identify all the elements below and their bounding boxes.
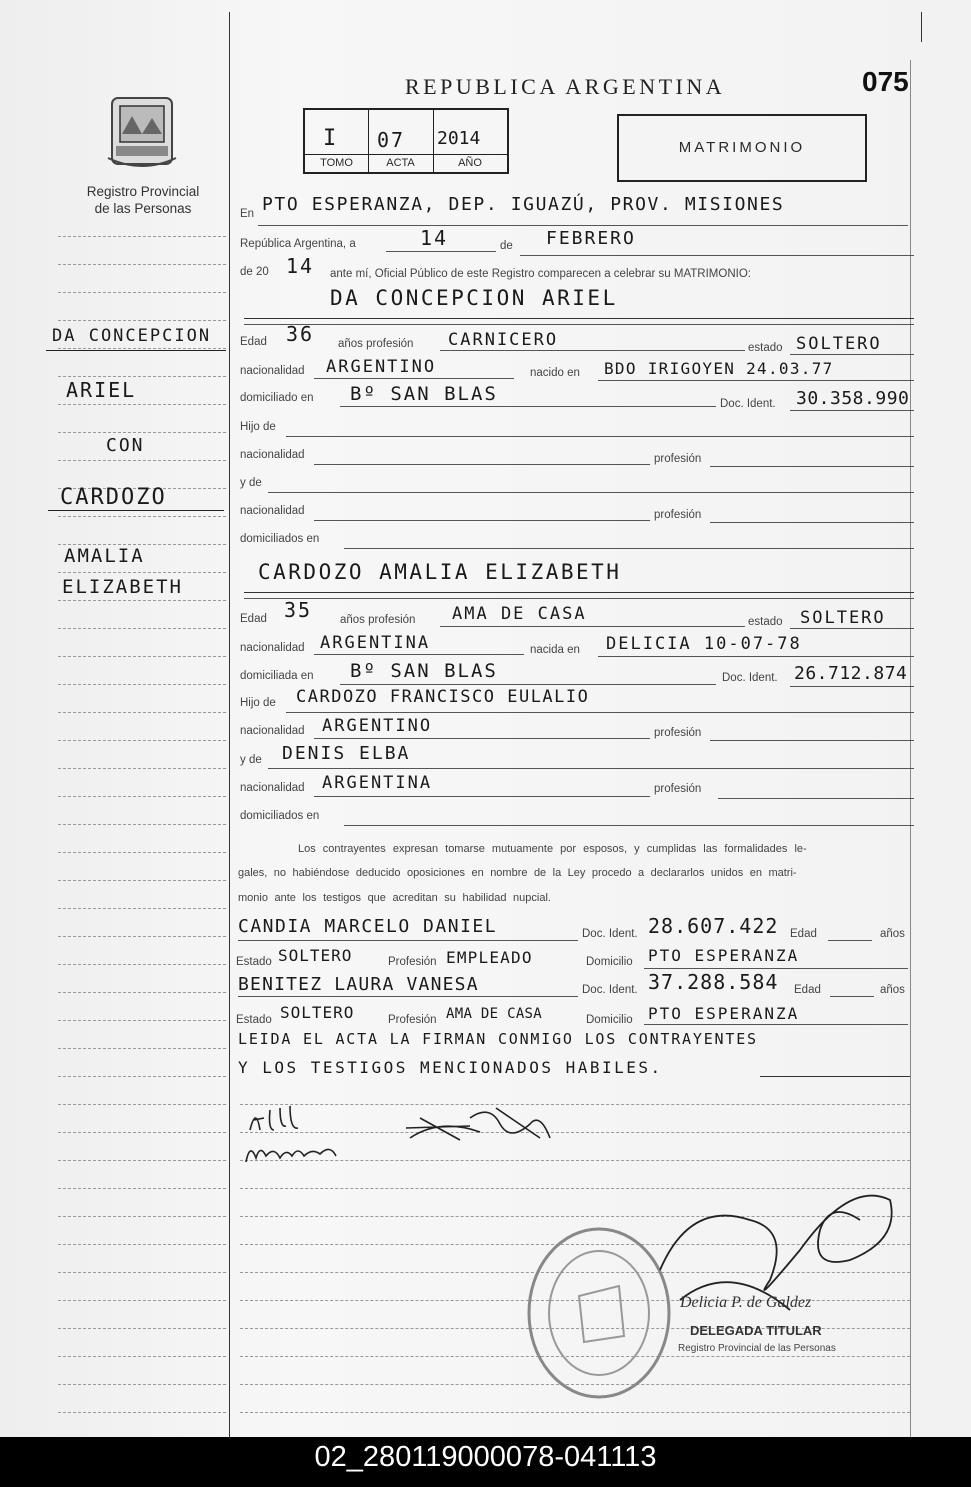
margin-ruled-line bbox=[58, 1216, 226, 1217]
label-prof-w1: Profesión bbox=[388, 956, 437, 968]
anio-value: 2014 bbox=[437, 128, 481, 149]
label-nac-2b: nacionalidad bbox=[240, 725, 305, 737]
page-number: 075 bbox=[862, 66, 909, 97]
body-line-3: monio ante los testigos que acreditan su habilidad nupcial. bbox=[238, 892, 551, 904]
year-value: 14 bbox=[286, 254, 315, 278]
margin-ruled-line bbox=[58, 936, 226, 937]
label-dom-w1: Domicilio bbox=[586, 956, 633, 968]
label-anos-prof-2: años profesión bbox=[340, 614, 416, 626]
witness2-profession: AMA DE CASA bbox=[446, 1006, 543, 1022]
label-edad-w1: Edad bbox=[790, 928, 817, 940]
rule-w1-age bbox=[828, 940, 872, 941]
label-de: de bbox=[500, 240, 513, 252]
province-seal bbox=[106, 94, 178, 172]
witness1-address: PTO ESPERANZA bbox=[648, 946, 800, 965]
label-nac-1c: nacionalidad bbox=[240, 505, 305, 517]
file-id: 02_280119000078-041113 bbox=[314, 1441, 657, 1473]
label-prof-2c: profesión bbox=[654, 783, 702, 795]
margin-underline-1 bbox=[46, 350, 226, 351]
groom-status: SOLTERO bbox=[796, 334, 882, 354]
label-nac-1b: nacionalidad bbox=[240, 449, 305, 461]
rule-w1-addr bbox=[644, 968, 908, 969]
margin-ruled-line bbox=[58, 516, 226, 517]
margin-ruled-line bbox=[58, 712, 226, 713]
label-prof-w2: Profesión bbox=[388, 1014, 437, 1026]
margin-ruled-line bbox=[58, 432, 226, 433]
label-nac-2: nacionalidad bbox=[240, 642, 305, 654]
acta-label: ACTA bbox=[386, 157, 415, 169]
label-dom-1: domiciliado en bbox=[240, 392, 314, 404]
anio-label: AÑO bbox=[458, 157, 482, 169]
witness1-name: CANDIA MARCELO DANIEL bbox=[238, 916, 498, 937]
closing-line-1: LEIDA EL ACTA LA FIRMAN CONMIGO LOS CONTRAYENTES bbox=[238, 1030, 758, 1048]
rule-bride-father-nat bbox=[314, 738, 650, 739]
margin-name-2: ARIEL bbox=[66, 378, 137, 402]
margin-ruled-line bbox=[58, 992, 226, 993]
label-domiciliados-2: domiciliados en bbox=[240, 810, 320, 822]
witness1-profession: EMPLEADO bbox=[446, 948, 533, 967]
rule-month bbox=[520, 255, 914, 256]
bride-address: Bº SAN BLAS bbox=[350, 660, 498, 682]
margin-ruled-line bbox=[58, 376, 226, 377]
margin-ruled-line bbox=[58, 1188, 226, 1189]
label-doc-2: Doc. Ident. bbox=[722, 672, 778, 684]
margin-ruled-line bbox=[58, 348, 226, 349]
groom-age: 36 bbox=[286, 322, 315, 346]
witness1-doc: 28.607.422 bbox=[648, 914, 779, 938]
bride-father-nationality: ARGENTINO bbox=[322, 716, 433, 736]
margin-ruled-line bbox=[58, 1356, 226, 1357]
rule-groom-father bbox=[286, 436, 914, 437]
left-margin-rule bbox=[229, 12, 230, 1437]
margin-ruled-line bbox=[58, 292, 226, 293]
margin-ruled-line bbox=[58, 1160, 226, 1161]
margin-ruled-line bbox=[58, 852, 226, 853]
registry-office-line2: de las Personas bbox=[94, 201, 192, 216]
margin-ruled-line bbox=[58, 628, 226, 629]
groom-address: Bº SAN BLAS bbox=[350, 383, 498, 405]
margin-ruled-line bbox=[58, 768, 226, 769]
margin-ruled-line bbox=[58, 684, 226, 685]
label-anos-w1: años bbox=[880, 928, 905, 940]
rule-groom-birth bbox=[598, 380, 914, 381]
label-dom-w2: Domicilio bbox=[586, 1014, 633, 1026]
rule-groom-father-prof bbox=[710, 466, 914, 467]
rule-groom-prof bbox=[440, 350, 745, 351]
margin-ruled-line bbox=[58, 460, 226, 461]
margin-ruled-line bbox=[58, 1104, 226, 1105]
month-value: FEBRERO bbox=[546, 228, 636, 249]
rule-bride-status bbox=[790, 628, 914, 629]
rule-bride-name bbox=[244, 592, 914, 593]
margin-ruled-line bbox=[58, 656, 226, 657]
groom-name: DA CONCEPCION ARIEL bbox=[330, 286, 618, 310]
label-domiciliados-1: domiciliados en bbox=[240, 533, 320, 545]
rule-groom-addr bbox=[340, 406, 716, 407]
margin-ruled-line bbox=[58, 1020, 226, 1021]
margin-ruled-line bbox=[58, 824, 226, 825]
label-de20: de 20 bbox=[240, 266, 269, 278]
margin-ruled-line bbox=[58, 1300, 226, 1301]
place-value: PTO ESPERANZA, DEP. IGUAZÚ, PROV. MISIONES bbox=[262, 194, 785, 215]
margin-ruled-line bbox=[58, 1412, 226, 1413]
bride-birth: DELICIA 10-07-78 bbox=[606, 634, 802, 654]
groom-profession: CARNICERO bbox=[448, 330, 559, 350]
margin-underline-2 bbox=[48, 510, 224, 511]
body-line-2: gales, no habiéndose deducido oposiciones en nombre de la Ley procedo a declararlos unidos en matri- bbox=[238, 867, 797, 879]
rule-w2-age bbox=[830, 996, 874, 997]
label-edad-w2: Edad bbox=[794, 984, 821, 996]
rule-groom-name-2 bbox=[244, 324, 914, 325]
rule-closing bbox=[760, 1076, 910, 1077]
act-type: MATRIMONIO bbox=[678, 139, 806, 156]
bride-doc: 26.712.874 bbox=[794, 663, 908, 684]
label-edad-1: Edad bbox=[240, 336, 267, 348]
rule-groom-mother-prof bbox=[710, 522, 914, 523]
rule-bride-nat bbox=[314, 654, 524, 655]
margin-ruled-line bbox=[58, 1244, 226, 1245]
label-doc-w2: Doc. Ident. bbox=[582, 984, 638, 996]
label-prof-1c: profesión bbox=[654, 509, 702, 521]
label-ante-mi: ante mí, Oficial Público de este Registro comparecen a celebrar su MATRIMONIO: bbox=[330, 268, 751, 280]
bride-name: CARDOZO AMALIA ELIZABETH bbox=[258, 560, 622, 584]
label-nacido: nacido en bbox=[530, 367, 580, 379]
label-yde-1: y de bbox=[240, 477, 262, 489]
margin-ruled-line bbox=[58, 236, 226, 237]
margin-name-3: CON bbox=[106, 435, 145, 456]
rule-bride-prof bbox=[440, 626, 745, 627]
margin-ruled-line bbox=[58, 1048, 226, 1049]
margin-ruled-line bbox=[58, 404, 226, 405]
bride-mother: DENIS ELBA bbox=[282, 743, 411, 764]
label-en: En bbox=[240, 208, 255, 220]
acta-value: 07 bbox=[377, 128, 406, 152]
rule-groom-parents-addr bbox=[344, 548, 914, 549]
signature-bride bbox=[400, 1098, 570, 1163]
margin-ruled-line bbox=[58, 908, 226, 909]
rule-groom-nat bbox=[314, 378, 514, 379]
label-dom-2: domiciliada en bbox=[240, 670, 314, 682]
body-ruled-line bbox=[240, 1412, 910, 1413]
bride-status: SOLTERO bbox=[800, 608, 886, 628]
rule-bride-doc bbox=[790, 686, 914, 687]
rule-bride-mother bbox=[268, 768, 914, 769]
label-yde-2: y de bbox=[240, 754, 262, 766]
label-estado-w2: Estado bbox=[236, 1014, 272, 1026]
label-nac-2c: nacionalidad bbox=[240, 782, 305, 794]
witness1-status: SOLTERO bbox=[278, 946, 353, 965]
rule-w2-addr bbox=[644, 1024, 908, 1025]
rule-bride-mother-nat bbox=[314, 796, 650, 797]
margin-name-4: CARDOZO bbox=[60, 485, 167, 510]
file-id-bar bbox=[0, 1437, 971, 1487]
witness2-address: PTO ESPERANZA bbox=[648, 1004, 800, 1023]
margin-ruled-line bbox=[58, 796, 226, 797]
margin-name-1: DA CONCEPCION bbox=[52, 326, 212, 346]
registry-office-line1: Registro Provincial bbox=[86, 184, 200, 199]
margin-ruled-line bbox=[58, 1272, 226, 1273]
witness2-name: BENITEZ LAURA VANESA bbox=[238, 974, 479, 995]
label-anos-prof-1: años profesión bbox=[338, 338, 414, 350]
margin-name-5: AMALIA bbox=[64, 545, 145, 567]
rule-place bbox=[258, 225, 908, 226]
official-title: DELEGADA TITULAR bbox=[690, 1323, 822, 1338]
rule-groom-doc bbox=[790, 410, 914, 411]
right-margin-rule-lower bbox=[910, 60, 911, 1437]
rule-bride-name-2 bbox=[244, 598, 914, 599]
official-office: Registro Provincial de las Personas bbox=[678, 1343, 836, 1354]
country-title: REPUBLICA ARGENTINA bbox=[405, 74, 726, 99]
rule-bride-birth bbox=[598, 656, 914, 657]
rule-bride-father-prof bbox=[710, 740, 914, 741]
rule-groom-mother bbox=[268, 492, 914, 493]
margin-ruled-line bbox=[58, 1132, 226, 1133]
label-anos-w2: años bbox=[880, 984, 905, 996]
closing-line-2: Y LOS TESTIGOS MENCIONADOS HABILES. bbox=[238, 1058, 663, 1077]
rule-groom-mother-nat bbox=[314, 520, 650, 521]
act-type-box bbox=[617, 114, 867, 182]
label-doc-w1: Doc. Ident. bbox=[582, 928, 638, 940]
groom-nationality: ARGENTINO bbox=[326, 357, 437, 377]
label-prof-1b: profesión bbox=[654, 453, 702, 465]
label-nacida: nacida en bbox=[530, 644, 580, 656]
rule-w2-name bbox=[238, 996, 578, 997]
tomo-label: TOMO bbox=[320, 157, 353, 169]
margin-ruled-line bbox=[58, 320, 226, 321]
margin-ruled-line bbox=[58, 600, 226, 601]
rule-bride-addr bbox=[340, 684, 716, 685]
bride-mother-nationality: ARGENTINA bbox=[322, 773, 433, 793]
rule-groom-status bbox=[790, 354, 914, 355]
margin-ruled-line bbox=[58, 1076, 226, 1077]
label-nac-1: nacionalidad bbox=[240, 365, 305, 377]
margin-ruled-line bbox=[58, 964, 226, 965]
body-line-1: Los contrayentes expresan tomarse mutuamente por esposos, y cumplidas las formalidades le- bbox=[298, 843, 807, 855]
bride-father: CARDOZO FRANCISCO EULALIO bbox=[296, 687, 590, 707]
bride-profession: AMA DE CASA bbox=[452, 604, 587, 624]
margin-name-6: ELIZABETH bbox=[62, 576, 183, 598]
rule-bride-mother-prof bbox=[718, 798, 914, 799]
official-name: Delicia P. de Galdez bbox=[680, 1294, 812, 1311]
label-prof-2b: profesión bbox=[654, 727, 702, 739]
right-margin-rule bbox=[921, 12, 922, 42]
label-estado-1: estado bbox=[748, 342, 783, 354]
rule-bride-parents-addr bbox=[344, 825, 914, 826]
label-hijo-2: Hijo de bbox=[240, 697, 276, 709]
label-estado-w1: Estado bbox=[236, 956, 272, 968]
rule-bride-father bbox=[286, 712, 914, 713]
margin-ruled-line bbox=[58, 740, 226, 741]
day-value: 14 bbox=[420, 226, 449, 250]
register-box bbox=[303, 108, 509, 174]
margin-ruled-line bbox=[58, 1384, 226, 1385]
witness2-doc: 37.288.584 bbox=[648, 970, 779, 994]
signature-groom bbox=[240, 1100, 360, 1175]
margin-ruled-line bbox=[58, 1328, 226, 1329]
bride-nationality: ARGENTINA bbox=[320, 633, 431, 653]
margin-ruled-line bbox=[58, 880, 226, 881]
margin-ruled-line bbox=[58, 264, 226, 265]
groom-birth: BDO IRIGOYEN 24.03.77 bbox=[604, 359, 834, 378]
label-estado-2: estado bbox=[748, 616, 783, 628]
margin-ruled-line bbox=[58, 572, 226, 573]
witness2-status: SOLTERO bbox=[280, 1003, 355, 1022]
label-hijo-1: Hijo de bbox=[240, 421, 276, 433]
tomo-value: I bbox=[323, 126, 339, 151]
rule-day bbox=[386, 251, 496, 252]
rule-groom-father-nat bbox=[314, 464, 650, 465]
bride-age: 35 bbox=[284, 598, 313, 622]
label-republica: República Argentina, a bbox=[240, 238, 356, 250]
groom-doc: 30.358.990 bbox=[796, 388, 910, 409]
rule-groom-name bbox=[244, 318, 914, 319]
label-edad-2: Edad bbox=[240, 613, 267, 625]
rule-w1-name bbox=[238, 940, 578, 941]
label-doc-1: Doc. Ident. bbox=[720, 398, 776, 410]
